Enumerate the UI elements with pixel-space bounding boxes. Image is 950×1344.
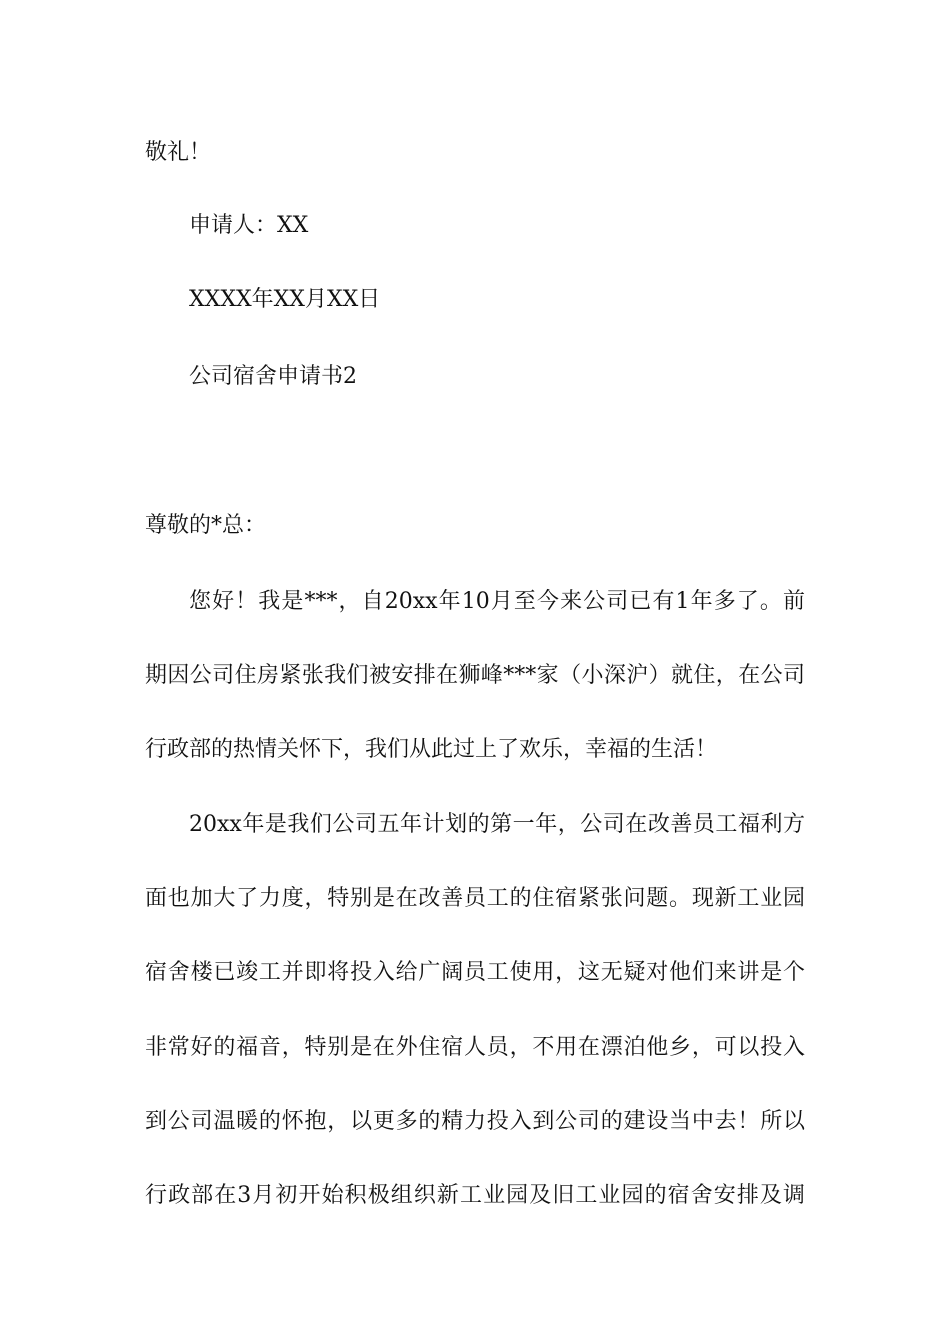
applicant-line: 申请人：XX — [189, 213, 309, 238]
letter-greeting: 尊敬的*总： — [145, 513, 267, 538]
paragraph-1-line-2: 期因公司住房紧张我们被安排在狮峰***家（小深沪）就住，在公司 — [145, 663, 805, 688]
paragraph-2-line-4: 非常好的福音，特别是在外住宿人员，不用在漂泊他乡，可以投入 — [145, 1035, 805, 1060]
paragraph-2-line-6: 行政部在3月初开始积极组织新工业园及旧工业园的宿舍安排及调 — [145, 1183, 805, 1208]
paragraph-1-line-1: 您好！我是***，自20xx年10月至今来公司已有1年多了。前 — [189, 589, 805, 614]
paragraph-2-line-2: 面也加大了力度，特别是在改善员工的住宿紧张问题。现新工业园 — [145, 886, 805, 911]
paragraph-2-line-1: 20xx年是我们公司五年计划的第一年，公司在改善员工福利方 — [189, 812, 805, 837]
paragraph-2-line-5: 到公司温暖的怀抱，以更多的精力投入到公司的建设当中去！所以 — [145, 1109, 805, 1134]
paragraph-2-line-3: 宿舍楼已竣工并即将投入给广阔员工使用，这无疑对他们来讲是个 — [145, 960, 805, 985]
document-title: 公司宿舍申请书2 — [189, 364, 357, 389]
date-line: XXXX年XX月XX日 — [189, 287, 381, 312]
closing-salutation: 敬礼！ — [145, 140, 212, 165]
paragraph-1-line-3: 行政部的热情关怀下，我们从此过上了欢乐，幸福的生活！ — [145, 737, 718, 762]
